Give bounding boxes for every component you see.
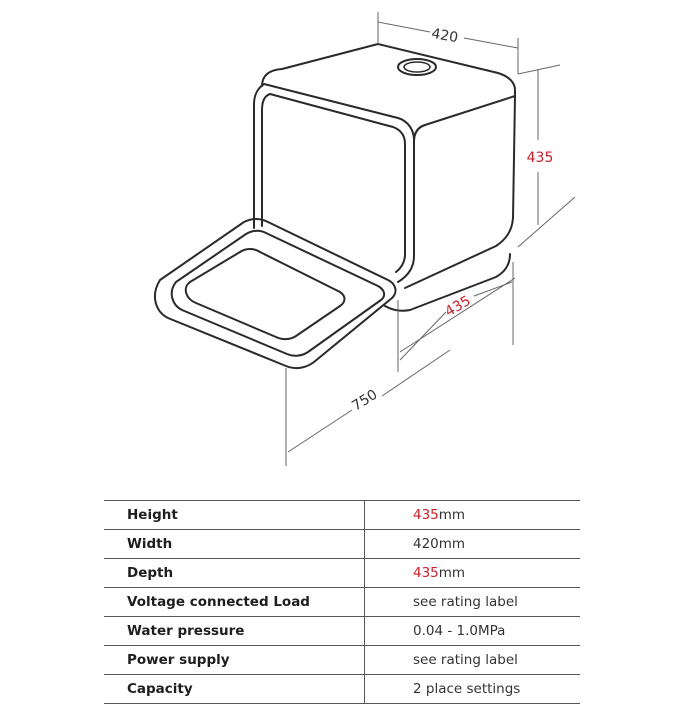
depth-open-dimension-line: [288, 410, 352, 452]
spec-label-width: Width: [104, 530, 365, 559]
spec-value-voltage: [365, 588, 581, 617]
spec-value-text: 420mm: [413, 536, 466, 552]
depth-open-label: 750: [349, 386, 381, 415]
table-row: [104, 530, 580, 559]
door-frame-inner: [262, 94, 405, 272]
spec-label-capacity: Capacity: [104, 675, 365, 704]
spec-value-power-supply: [365, 646, 581, 675]
spec-value-text: 2 place settings: [413, 681, 521, 697]
spec-value-width: [365, 530, 581, 559]
door-frame-outer: [254, 84, 414, 282]
spec-value-water-pressure: [365, 617, 581, 646]
dimension-lines: [286, 12, 575, 466]
spec-value-text: 0.04 - 1.0MPa: [413, 623, 506, 639]
spec-value-text: mm: [438, 507, 466, 523]
spec-value-highlight: 435: [413, 507, 439, 523]
spec-value-capacity: [365, 675, 581, 704]
width-dimension-line-right: [464, 38, 518, 48]
height-extension-bottom: [518, 197, 575, 247]
table-row: [104, 588, 580, 617]
right-side-face: [405, 96, 515, 288]
table-row: [104, 617, 580, 646]
depth-dimension-line: [400, 312, 446, 360]
specification-table-body: [104, 501, 580, 704]
depth-label: 435: [442, 292, 474, 321]
spec-label-power-supply: Power supply: [104, 646, 365, 675]
spec-value-depth: [365, 559, 581, 588]
spec-value-text: see rating label: [413, 652, 518, 668]
spec-value-highlight: 435: [413, 565, 439, 581]
door-inner-tray: [186, 249, 345, 339]
height-label: 435: [526, 150, 554, 166]
table-row: [104, 646, 580, 675]
spec-value-text: see rating label: [413, 594, 518, 610]
spec-label-height: Height: [104, 501, 365, 530]
specification-table: [104, 500, 580, 704]
control-knob-inner: [404, 62, 430, 72]
height-extension-top: [518, 65, 560, 74]
depth-open-dimension-line-right: [382, 350, 450, 396]
spec-label-voltage: Voltage connected Load: [104, 588, 365, 617]
spec-label-water-pressure: Water pressure: [104, 617, 365, 646]
front-corner-edge: [414, 125, 425, 141]
width-label: 420: [430, 25, 460, 47]
spec-value-height: [365, 501, 581, 530]
table-row: [104, 675, 580, 704]
table-row: [104, 559, 580, 588]
spec-value-text: mm: [438, 565, 466, 581]
width-dimension-line: [378, 22, 430, 32]
table-row: [104, 501, 580, 530]
spec-label-depth: Depth: [104, 559, 365, 588]
dishwasher-outline: [155, 44, 515, 368]
door-panel-outer: [155, 219, 396, 368]
